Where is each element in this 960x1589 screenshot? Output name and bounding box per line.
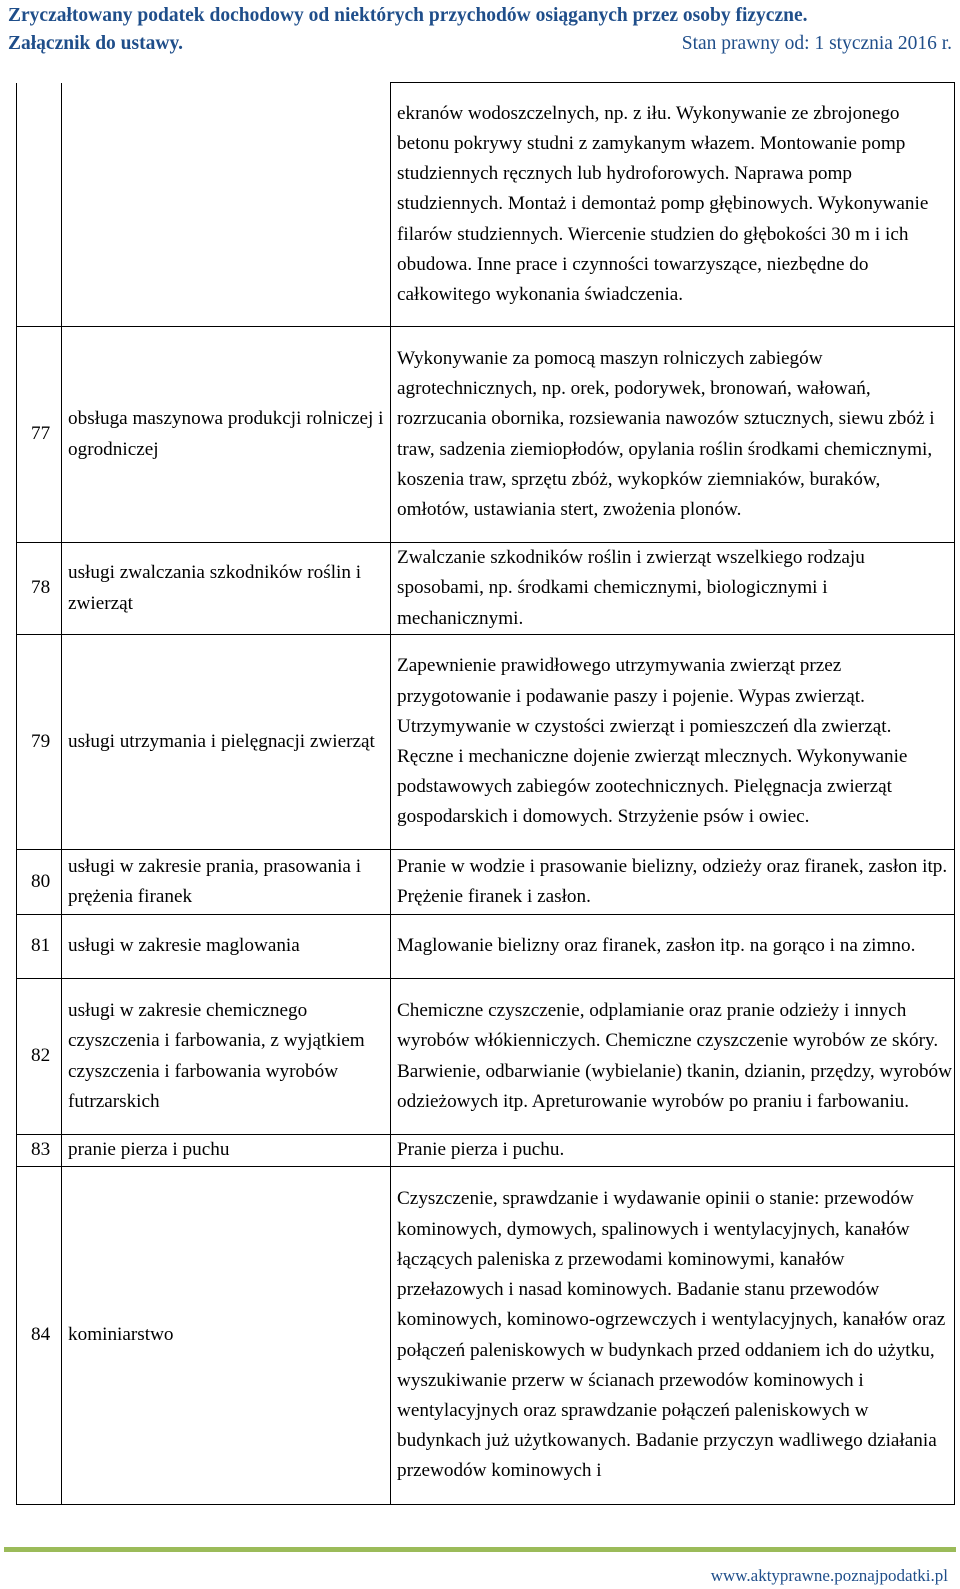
services-table bbox=[16, 82, 955, 1505]
footer-link[interactable]: www.aktyprawne.poznajpodatki.pl bbox=[710, 1566, 948, 1585]
service-name: pranie pierza i puchu bbox=[62, 1135, 391, 1167]
header-subtitle-row bbox=[8, 30, 952, 58]
table-row bbox=[17, 1135, 955, 1167]
row-number bbox=[17, 83, 62, 327]
service-name: obsługa maszynowa produkcji rolniczej i ogrodniczej bbox=[62, 327, 391, 543]
legal-state: Stan prawny od: 1 stycznia 2016 r. bbox=[681, 33, 952, 54]
service-description: Chemiczne czyszczenie, odplamianie oraz pranie odzieży i innych wyrobów włókienniczych. Chemiczne czyszczenie wyrobów ze skóry. Barwienie, odbarwianie (wybielanie) tkanin, dzianin, przędzy, wyrobów odzieżowych itp. Apreturowanie wyrobów po praniu i farbowaniu. bbox=[391, 979, 955, 1135]
footer-divider bbox=[4, 1547, 956, 1552]
row-number: 84 bbox=[17, 1167, 62, 1505]
service-description: ekranów wodoszczelnych, np. z iłu. Wykonywanie ze zbrojonego betonu pokrywy studni z zamykanym włazem. Montowanie pomp studziennych ręcznych lub hydroforowych. Naprawa pomp studziennych. Montaż i demontaż pomp głębinowych. Wykonywanie filarów studziennych. Wiercenie studzien do głębokości 30 m i ich obudowa. Inne prace i czynności towarzyszące, niezbędne do całkowitego wykonania świadczenia. bbox=[391, 83, 955, 327]
document-title: Zryczałtowany podatek dochodowy od niektórych przychodów osiąganych przez osoby fizyczne. bbox=[8, 5, 808, 26]
service-name: usługi w zakresie prania, prasowania i prężenia firanek bbox=[62, 850, 391, 915]
service-name: usługi w zakresie maglowania bbox=[62, 915, 391, 979]
service-description: Czyszczenie, sprawdzanie i wydawanie opinii o stanie: przewodów kominowych, dymowych, spalinowych i wentylacyjnych, kanałów łączących paleniska z przewodami kominowymi, kanałów przełazowych i nasad kominowych. Badanie stanu przewodów kominowych, kominowo-ogrzewczych i wentylacyjnych, kanałów oraz połączeń paleniskowych w budynkach przed oddaniem ich do użytku, wyszukiwanie przerw w ścianach przewodów kominowych i wentylacyjnych oraz sprawdzanie połączeń paleniskowych w budynkach już użytkowanych. Badanie przyczyn wadliwego działania przewodów kominowych i bbox=[391, 1167, 955, 1505]
row-number: 78 bbox=[17, 543, 62, 635]
service-description: Pranie w wodzie i prasowanie bielizny, odzieży oraz firanek, zasłon itp. Prężenie firanek i zasłon. bbox=[391, 850, 955, 915]
service-description: Wykonywanie za pomocą maszyn rolniczych zabiegów agrotechnicznych, np. orek, podorywek, bronowań, wałowań, rozrzucania obornika, rozsiewania nawozów sztucznych, siewu zbóż i traw, sadzenia ziemiopłodów, opylania roślin środkami chemicznymi, koszenia traw, sprzętu zbóż, wykopków ziemniaków, buraków, omłotów, ustawiania stert, zwożenia plonów. bbox=[391, 327, 955, 543]
row-number: 80 bbox=[17, 850, 62, 915]
table-row bbox=[17, 327, 955, 543]
service-description: Maglowanie bielizny oraz firanek, zasłon itp. na gorąco i na zimno. bbox=[391, 915, 955, 979]
service-name bbox=[62, 83, 391, 327]
table-row bbox=[17, 979, 955, 1135]
row-number: 77 bbox=[17, 327, 62, 543]
header-title-row bbox=[8, 2, 952, 30]
row-number: 81 bbox=[17, 915, 62, 979]
row-number: 83 bbox=[17, 1135, 62, 1167]
annex-label: Załącznik do ustawy. bbox=[8, 33, 183, 54]
table-row bbox=[17, 915, 955, 979]
service-description: Pranie pierza i puchu. bbox=[391, 1135, 955, 1167]
table-row bbox=[17, 635, 955, 850]
table-row bbox=[17, 1167, 955, 1505]
row-number: 82 bbox=[17, 979, 62, 1135]
table-row bbox=[17, 850, 955, 915]
service-name: usługi zwalczania szkodników roślin i zwierząt bbox=[62, 543, 391, 635]
service-description: Zwalczanie szkodników roślin i zwierząt wszelkiego rodzaju sposobami, np. środkami chemicznymi, biologicznymi i mechanicznymi. bbox=[391, 543, 955, 635]
service-name: kominiarstwo bbox=[62, 1167, 391, 1505]
service-name: usługi utrzymania i pielęgnacji zwierząt bbox=[62, 635, 391, 850]
document-header bbox=[8, 2, 952, 58]
table-row bbox=[17, 83, 955, 327]
table-row bbox=[17, 543, 955, 635]
row-number: 79 bbox=[17, 635, 62, 850]
service-description: Zapewnienie prawidłowego utrzymywania zwierząt przez przygotowanie i podawanie paszy i pojenie. Wypas zwierząt. Utrzymywanie w czystości zwierząt i pomieszczeń dla zwierząt. Ręczne i mechaniczne dojenie zwierząt mlecznych. Wykonywanie podstawowych zabiegów zootechnicznych. Pielęgnacja zwierząt gospodarskich i domowych. Strzyżenie psów i owiec. bbox=[391, 635, 955, 850]
service-name: usługi w zakresie chemicznego czyszczenia i farbowania, z wyjątkiem czyszczenia i farbowania wyrobów futrzarskich bbox=[62, 979, 391, 1135]
